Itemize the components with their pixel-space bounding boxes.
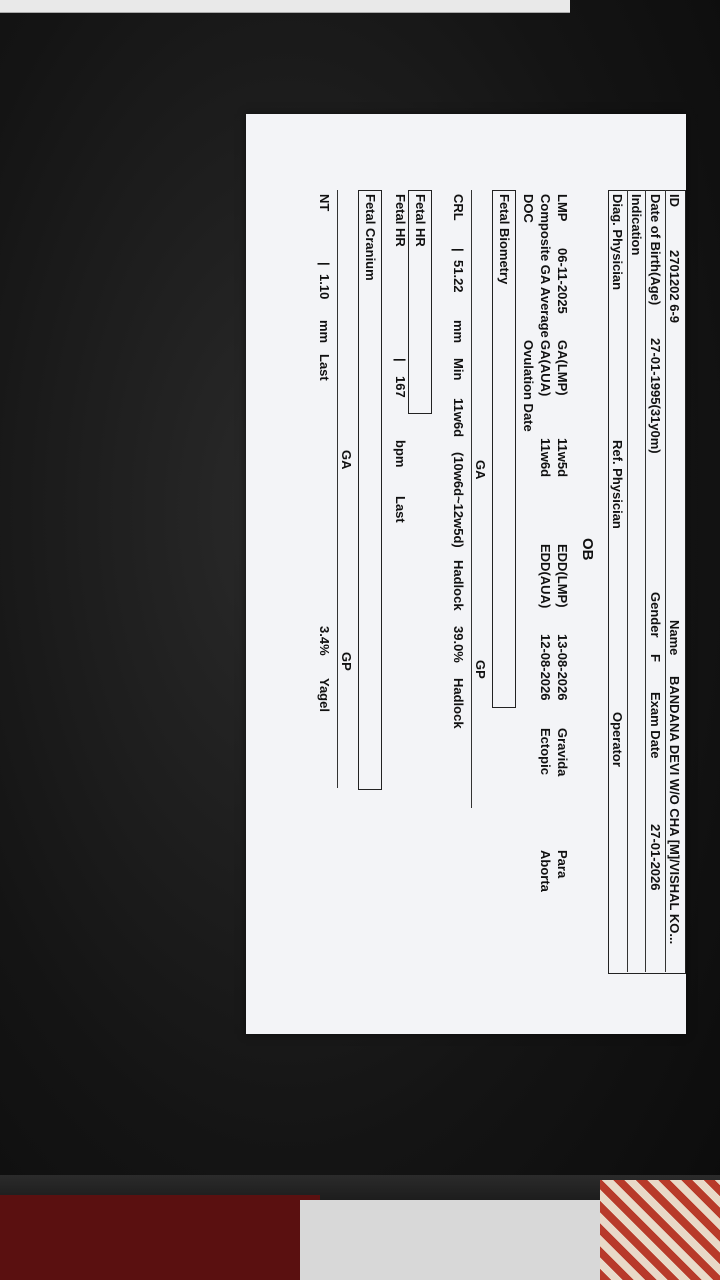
- ga-aua-value: 11w6d: [538, 438, 553, 478]
- cranium-ga-header: GA: [339, 450, 354, 470]
- name-label: Name: [667, 620, 682, 656]
- cloth: [600, 1180, 720, 1280]
- lmp-value: 06-11-2025: [555, 248, 570, 314]
- fetal-hr-method: Last: [393, 496, 408, 523]
- cloth: [0, 1195, 320, 1280]
- cranium-gp-header: GP: [339, 652, 354, 671]
- name-value: BANDANA DEVI W/O CHA [M]/VISHAL KO...: [667, 676, 682, 945]
- fetal-biometry-title: Fetal Biometry: [497, 194, 512, 285]
- crl-unit: mm: [451, 320, 466, 344]
- diag-physician-label: Diag. Physician: [610, 194, 625, 291]
- ectopic-label: Ectopic: [538, 728, 553, 775]
- exam-date-label: Exam Date: [648, 692, 663, 759]
- crl-value: 51.22: [451, 260, 466, 293]
- aborta-label: Aborta: [538, 850, 553, 892]
- composite-ga-label: Composite GA Average: [538, 194, 553, 338]
- nt-value: 1.10: [317, 274, 332, 300]
- fetal-hr-title: Fetal HR: [413, 194, 428, 247]
- cloth: [300, 1200, 620, 1280]
- fetal-cranium-title: Fetal Cranium: [363, 194, 378, 281]
- biometry-gp-header: GP: [473, 660, 488, 679]
- paper-edge: [0, 0, 570, 13]
- divider: [627, 190, 628, 972]
- nt-method: Last: [317, 354, 332, 381]
- operator-label: Operator: [610, 712, 625, 767]
- nt-label: NT: [317, 194, 332, 212]
- gender-value: F: [648, 654, 663, 662]
- crl-label: CRL: [451, 194, 466, 221]
- crl-gp-reference: Hadlock: [451, 678, 466, 729]
- divider: [645, 190, 646, 972]
- ultrasound-report: ID 2701202 6-9 Name BANDANA DEVI W/O CHA [M]/VISHAL KO... Date of Birth(Age) 27-01-1995(31y0m) Gender F Exam Date 27-01-2026 Indication Diag. Physician Ref. Physician Operator OB LMP 06-11-2025 GA(LMP) 11w5d EDD(LMP) 13-08-2026 Gravida Para Composite GA Average GA(AUA) 11w6d EDD(AUA) 12-08-2026 Ectopic Aborta DOC Ovulation Date Fetal Biometry GA GP CRL | 51.22 mm Min 11w6d (10w6d~12w5d) Hadlock 39.0% Hadlock Fetal HR Fetal HR | 167 bpm Last Fetal Cranium GA GP NT | 1.10 mm Last 3.4% Yagel: [258, 160, 678, 1040]
- nt-reference: Yagel: [317, 678, 332, 712]
- gravida-label: Gravida: [555, 728, 570, 777]
- crl-method: Min: [451, 358, 466, 381]
- ob-title: OB: [579, 538, 596, 561]
- indication-label: Indication: [629, 194, 644, 256]
- crl-ga: 11w6d: [451, 398, 466, 438]
- nt-gp: 3.4%: [317, 626, 332, 656]
- fetal-hr-unit: bpm: [393, 440, 408, 468]
- gender-label: Gender: [648, 592, 663, 638]
- para-label: Para: [555, 850, 570, 879]
- biometry-ga-header: GA: [473, 460, 488, 480]
- doc-label: DOC: [521, 194, 536, 223]
- exam-date-value: 27-01-2026: [648, 824, 663, 891]
- divider: [337, 190, 338, 788]
- fetal-hr-value: 167: [393, 376, 408, 398]
- id-label: ID: [667, 194, 682, 207]
- ovulation-label: Ovulation Date: [521, 340, 536, 432]
- edd-lmp-value: 13-08-2026: [555, 634, 570, 701]
- nt-unit: mm: [317, 320, 332, 344]
- fetal-hr-label: Fetal HR: [393, 194, 408, 247]
- crl-range: (10w6d~12w5d): [451, 452, 466, 548]
- dob-label: Date of Birth(Age): [648, 194, 663, 306]
- edd-lmp-label: EDD(LMP): [555, 544, 570, 608]
- crl-gp: 39.0%: [451, 626, 466, 663]
- ref-physician-label: Ref. Physician: [610, 440, 625, 529]
- crl-reference: Hadlock: [451, 560, 466, 611]
- dob-value: 27-01-1995(31y0m): [648, 338, 663, 454]
- ga-lmp-value: 11w5d: [555, 438, 570, 478]
- id-value: 2701202 6-9: [667, 250, 682, 324]
- edd-aua-label: EDD(AUA): [538, 544, 553, 609]
- divider: [665, 190, 666, 972]
- edd-aua-value: 12-08-2026: [538, 634, 553, 701]
- ga-aua-label: GA(AUA): [538, 340, 553, 397]
- ga-lmp-label: GA(LMP): [555, 340, 570, 396]
- lmp-label: LMP: [555, 194, 570, 222]
- divider: [471, 190, 472, 808]
